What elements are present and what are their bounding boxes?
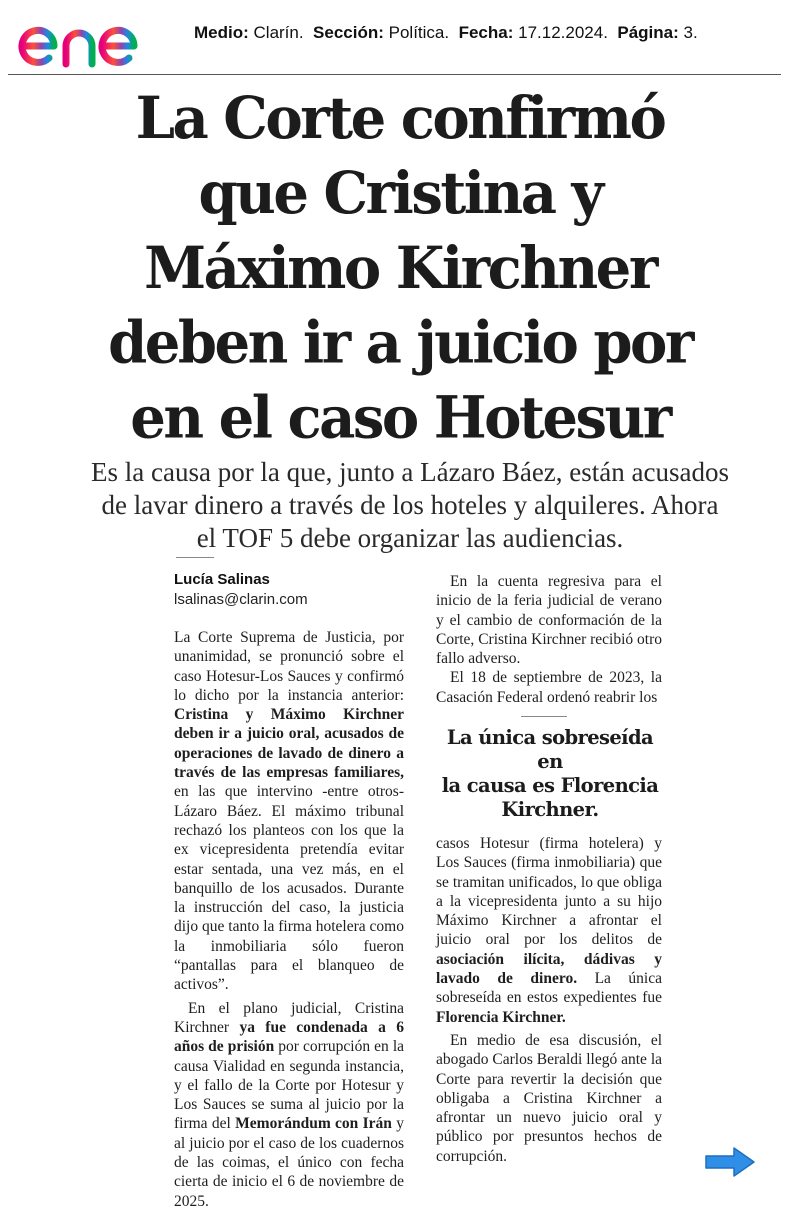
medio-label: Medio:: [194, 23, 249, 42]
headline-line: en el caso Hotesur: [130, 383, 670, 453]
paragraph: [174, 628, 404, 995]
author-email[interactable]: lsalinas@clarin.com: [174, 591, 308, 608]
article-column-2-top: [436, 572, 662, 707]
text: La única sobreseída en estos expedientes fue: [436, 970, 662, 1007]
headline-line: Máximo Kirchner: [144, 233, 656, 303]
pull-quote-line: Kirchner.: [501, 798, 599, 821]
deck-line: el TOF 5 debe organizar las audiencias.: [196, 523, 624, 553]
text: por corrupción en la causa Vialidad en segunda instancia, y el fallo de la Corte por Hotesur y Los Sauces se suma al juicio por la firma del: [174, 1038, 405, 1133]
text: La Corte Suprema de Justicia, por unanimidad, se pronunció sobre el caso Hotesur-Los Sauces y confirmó lo dicho por la instancia anterior:: [174, 629, 404, 704]
bold-text: Memorándum con Irán: [235, 1115, 392, 1133]
bold-text: ya fue condenada a 6 años de prisión: [174, 1018, 404, 1056]
fecha-value: 17.12.2024.: [518, 23, 608, 42]
paragraph: En la cuenta regresiva para el inicio de la feria judicial de verano y el cambio de conformación de la Corte, Cristina Kirchner recibió otro fallo adverso.: [436, 573, 662, 668]
pull-quote-line: La única sobreseída en: [446, 726, 654, 773]
byline-divider: [176, 557, 214, 558]
paragraph: [174, 999, 404, 1211]
text: y al juicio por el caso de los cuadernos de las coimas, el único con fecha cierta de inicio el 6 de noviembre de 2025.: [174, 1115, 404, 1210]
pagina-value: 3.: [683, 23, 698, 42]
pull-quote-line: la causa es Florencia: [441, 774, 659, 797]
publication-meta: [194, 23, 698, 43]
text: en las que intervino -entre otros- Lázaro Báez. El máximo tribunal rechazó los planteos con los que la ex vicepresidenta pretendía evitar estar sentada, una vez más, en el banquillo de los acusados. Durante la instrucción del caso, la justicia dijo que tanto la firma hotelera como la inmobiliaria sólo fueron “pantallas para el blanqueo de activos”.: [174, 783, 404, 994]
article-subheadline: [60, 456, 760, 555]
author-name: Lucía Salinas: [174, 571, 270, 588]
seccion-label: Sección:: [313, 23, 384, 42]
text: En el plano judicial, Cristina Kirchner: [174, 999, 404, 1036]
article-column-1: [174, 628, 404, 1211]
paragraph: El 18 de septiembre de 2023, la Casación Federal ordenó reabrir los: [436, 669, 662, 706]
deck-line: Es la causa por la que, junto a Lázaro Báez, están acusados: [91, 457, 729, 487]
arrow-right-icon[interactable]: [704, 1146, 756, 1178]
bold-text: asociación ilícita, dádivas y lavado de dinero.: [436, 950, 662, 988]
bold-text: Cristina y Máximo Kirchner deben ir a juicio oral, acusados de operaciones de lavado de dinero a través de las empresas familiares,: [174, 706, 404, 782]
headline-line: que Cristina y: [198, 158, 602, 228]
fecha-label: Fecha:: [458, 23, 514, 42]
headline-line: deben ir a juicio por: [108, 308, 692, 378]
paragraph: En medio de esa discusión, el abogado Carlos Beraldi llegó ante la Corte para revertir la decisión que obligaba a Cristina Kirchner a afrontar un nuevo juicio oral y público por presuntos hechos de corrupción.: [436, 1031, 662, 1165]
enel-logo: [16, 8, 171, 70]
paragraph: [436, 834, 662, 1027]
deck-line: de lavar dinero a través de los hoteles y alquileres. Ahora: [101, 490, 719, 520]
seccion-value: Política.: [388, 23, 450, 42]
headline-line: La Corte confirmó: [135, 83, 665, 153]
medio-value: Clarín.: [253, 23, 304, 42]
pull-quote-divider: [521, 716, 567, 717]
pull-quote: [432, 726, 668, 822]
pagina-label: Página:: [617, 23, 679, 42]
header-divider: [8, 74, 781, 75]
article-headline: [60, 81, 740, 455]
bold-text: Florencia Kirchner.: [436, 1008, 566, 1026]
article-column-2-bottom: [436, 834, 662, 1166]
text: casos Hotesur (firma hotelera) y Los Sauces (firma inmobiliaria) que se tramitan unificados, lo que obliga a la vicepresidenta junto a su hijo Máximo Kirchner a afrontar el juicio oral por los delitos de: [436, 835, 662, 949]
